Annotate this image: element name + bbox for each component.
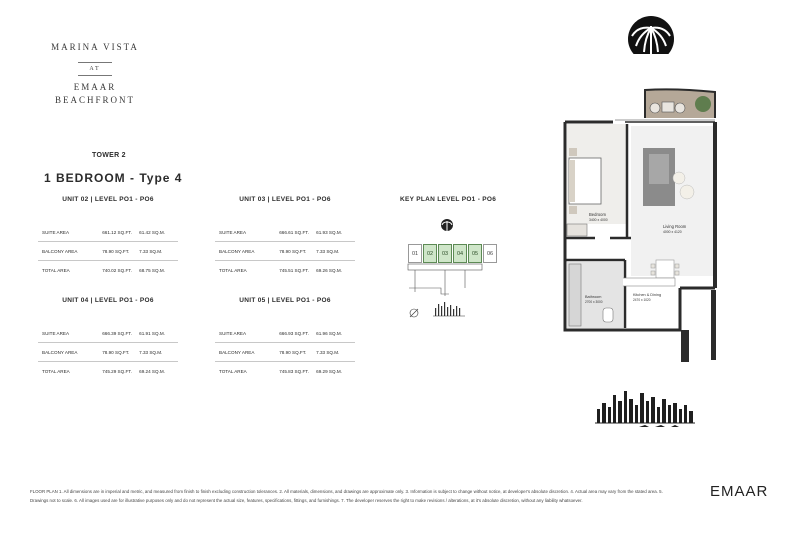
row-label: TOTAL AREA xyxy=(42,368,70,374)
table-row xyxy=(38,242,178,261)
row-sqm: 69.29 SQ.M. xyxy=(316,368,342,374)
key-plan-palm-icon xyxy=(440,218,454,234)
key-plan-cell: 05 xyxy=(468,244,482,263)
key-plan-cell: 03 xyxy=(438,244,452,263)
row-label: BALCONY AREA xyxy=(42,349,78,355)
row-sqft: 78.90 SQ.FT. xyxy=(102,349,130,355)
bedroom-label: Bedroom xyxy=(589,212,606,217)
row-sqft: 740.02 SQ.FT. xyxy=(102,267,132,273)
row-sqft: 666.93 SQ.FT. xyxy=(279,330,309,336)
disclaimer-line-1: FLOOR PLAN 1. All dimensions are in imperial and metric, and measured from finish to finish excluding construction tolerances. 2. All materials, dimensions, and drawings are approximate only. 3. Information is subject to change without notice, at developer's absolute discretion. 4. Actual area may vary from the stated area. 5. xyxy=(30,489,663,494)
key-plan-cell: 04 xyxy=(453,244,467,263)
row-label: SUITE AREA xyxy=(42,330,70,336)
key-plan-site-sketch xyxy=(405,262,485,322)
brand-lockup xyxy=(40,42,150,105)
row-sqft: 661.12 SQ.FT. xyxy=(102,229,132,235)
bathroom-dimensions: 2700 x 3000 xyxy=(585,300,603,304)
bathtub xyxy=(569,264,581,326)
table-row xyxy=(215,261,355,279)
table-row xyxy=(38,343,178,362)
table-row xyxy=(215,362,355,380)
key-plan-title: KEY PLAN LEVEL PO1 - PO6 xyxy=(400,196,497,203)
kitchen-dimensions: 2470 x 1020 xyxy=(633,298,651,302)
row-sqm: 69.26 SQ.M. xyxy=(316,267,342,273)
table-row xyxy=(38,223,178,242)
row-label: BALCONY AREA xyxy=(42,248,78,254)
row-label: TOTAL AREA xyxy=(219,267,247,273)
table-row xyxy=(215,343,355,362)
unit-table-title: UNIT 04 | LEVEL PO1 - PO6 xyxy=(62,297,154,304)
row-sqft: 78.90 SQ.FT. xyxy=(102,248,130,254)
row-sqft: 78.90 SQ.FT. xyxy=(279,248,307,254)
row-sqm: 61.91 SQ.M. xyxy=(139,330,165,336)
plant-icon xyxy=(695,96,711,112)
row-sqft: 745.29 SQ.FT. xyxy=(102,368,132,374)
row-label: TOTAL AREA xyxy=(219,368,247,374)
emaar-logo: EMAAR xyxy=(710,483,769,500)
row-label: SUITE AREA xyxy=(219,229,247,235)
disclaimer-line-2: Drawings not to scale. 6. All images used are for illustrative purposes only and do not represent the actual size, features, specifications, fittings, and furnishings. 7. The developer reserves the right to make revisions / alterations, at it's absolute discretion, without any liability whatsoever. xyxy=(30,498,583,503)
unit-table-05 xyxy=(215,297,355,380)
row-sqft: 666.61 SQ.FT. xyxy=(279,229,309,235)
unit-table-04 xyxy=(38,297,178,380)
brand-line3: EMAAR xyxy=(73,82,117,92)
unit-table-03 xyxy=(215,196,355,279)
row-sqft: 666.39 SQ.FT. xyxy=(102,330,132,336)
bathroom-label: Bathroom xyxy=(585,295,602,299)
brand-line4: BEACHFRONT xyxy=(54,95,135,105)
key-plan-cell: 06 xyxy=(483,244,497,263)
kitchen-label: Kitchen & Dining xyxy=(633,293,662,297)
row-sqm: 61.93 SQ.M. xyxy=(316,229,342,235)
disclaimer xyxy=(30,487,720,505)
row-sqm: 7.33 SQ.M. xyxy=(316,349,340,355)
row-sqm: 7.33 SQ.M. xyxy=(139,248,163,254)
unit-table-title: UNIT 03 | LEVEL PO1 - PO6 xyxy=(239,196,331,203)
unit-table-title: UNIT 02 | LEVEL PO1 - PO6 xyxy=(62,196,154,203)
row-sqm: 68.75 SQ.M. xyxy=(139,267,165,273)
row-label: SUITE AREA xyxy=(42,229,70,235)
brand-line2: AT xyxy=(89,66,101,72)
key-plan-units xyxy=(408,244,498,263)
table-row xyxy=(215,242,355,261)
row-sqm: 61.42 SQ.M. xyxy=(139,229,165,235)
row-sqft: 78.90 SQ.FT. xyxy=(279,349,307,355)
row-label: BALCONY AREA xyxy=(219,349,255,355)
table-row xyxy=(215,223,355,242)
key-plan-cell: 01 xyxy=(408,244,422,263)
table-row xyxy=(215,324,355,343)
row-sqft: 745.51 SQ.FT. xyxy=(279,267,309,273)
row-sqft: 745.83 SQ.FT. xyxy=(279,368,309,374)
unit-type-title: 1 BEDROOM - Type 4 xyxy=(44,171,183,185)
row-sqm: 7.33 SQ.M. xyxy=(316,248,340,254)
key-plan-cell: 02 xyxy=(423,244,437,263)
palm-logo-icon xyxy=(626,14,676,64)
brand-rule-top xyxy=(78,62,112,63)
bedroom-dimensions: 3400 x 4000 xyxy=(589,218,608,222)
unit-table-title: UNIT 05 | LEVEL PO1 - PO6 xyxy=(239,297,331,304)
floor-plan xyxy=(555,88,730,363)
skyline-illustration xyxy=(595,385,705,430)
row-label: BALCONY AREA xyxy=(219,248,255,254)
brand-rule-bottom xyxy=(78,75,112,76)
row-sqm: 69.24 SQ.M. xyxy=(139,368,165,374)
toilet xyxy=(603,308,613,322)
dining-table xyxy=(656,260,674,278)
row-label: SUITE AREA xyxy=(219,330,247,336)
row-sqm: 7.33 SQ.M. xyxy=(139,349,163,355)
living-room-label: Living Room xyxy=(663,224,687,229)
table-row xyxy=(38,362,178,380)
living-room-dimensions: 4000 x 4120 xyxy=(663,230,682,234)
row-label: TOTAL AREA xyxy=(42,267,70,273)
unit-table-02 xyxy=(38,196,178,279)
table-row xyxy=(38,261,178,279)
row-sqm: 61.96 SQ.M. xyxy=(316,330,342,336)
tower-label: TOWER 2 xyxy=(92,152,126,159)
brand-line1: MARINA VISTA xyxy=(51,42,139,52)
table-row xyxy=(38,324,178,343)
